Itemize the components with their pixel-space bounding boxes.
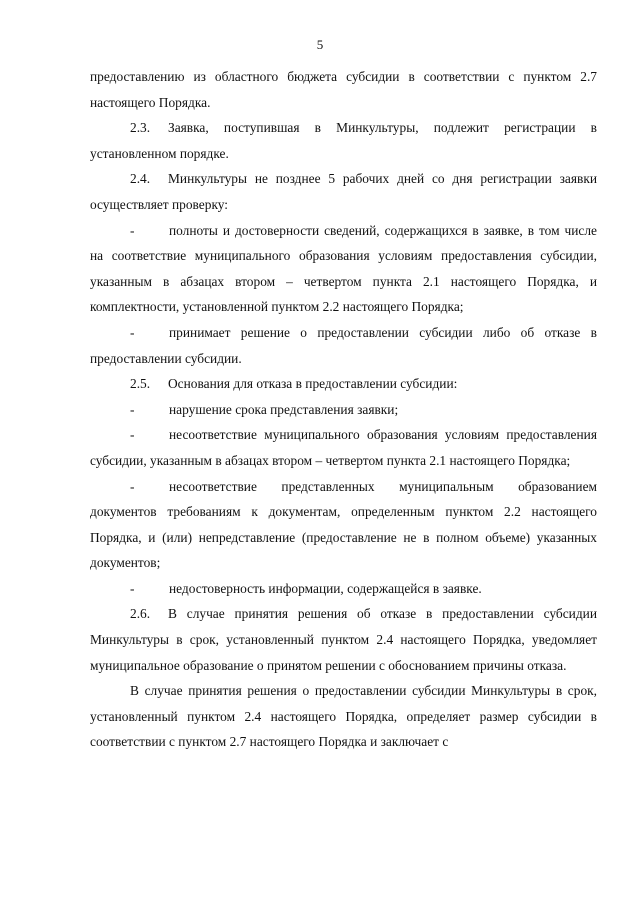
page-number: 5 xyxy=(316,37,324,52)
paragraph-continuation xyxy=(90,64,597,115)
paragraph-text: предоставлению из областного бюджета субсидии в соответствии с пунктом 2.7 настоящего Порядка. xyxy=(90,69,597,110)
list-item xyxy=(90,422,597,473)
section-number: 2.3. xyxy=(130,120,151,136)
section-number: 2.5. xyxy=(130,376,151,392)
paragraph-text: принимает решение о предоставлении субсидии либо об отказе в предоставлении субсидии. xyxy=(90,324,597,366)
paragraph-text: В случае принятия решения об отказе в предоставлении субсидии Минкультуры в срок, установленный пунктом 2.4 настоящего Порядка, уведомляет муниципальное образование о принятом решении с обоснованием причины отказа. xyxy=(90,606,597,673)
paragraph-text: недостоверность информации, содержащейся в заявке. xyxy=(169,580,482,596)
dash-marker: - xyxy=(130,580,135,596)
paragraph-text: несоответствие муниципального образования условиям предоставления субсидии, указанным в абзацах втором – четвертом пункта 2.1 настоящего Порядка; xyxy=(90,427,597,468)
list-item xyxy=(90,397,597,423)
section-number: 2.6. xyxy=(130,606,151,622)
paragraph-text: В случае принятия решения о предоставлении субсидии Минкультуры в срок, установленный пунктом 2.4 настоящего Порядка, определяет размер субсидии в соответствии с пунктом 2.7 настоящего Порядка и заключает с xyxy=(90,683,597,750)
paragraph-indented xyxy=(90,678,597,755)
paragraph-2-3 xyxy=(90,115,597,166)
dash-marker: - xyxy=(130,427,135,443)
list-item xyxy=(90,474,597,576)
dash-marker: - xyxy=(130,222,135,238)
paragraph-2-4 xyxy=(90,166,597,217)
paragraph-2-6 xyxy=(90,601,597,678)
paragraph-text: Основания для отказа в предоставлении субсидии: xyxy=(168,376,458,392)
dash-marker: - xyxy=(130,401,135,417)
paragraph-text: полноты и достоверности сведений, содержащихся в заявке, в том числе на соответствие муниципального образования условиям предоставления субсидии, указанным в абзацах втором – четвертом пункта 2.1 настоящего Порядка, и комплектности, установленной пунктом 2.2 настоящего Порядка; xyxy=(90,222,597,315)
paragraph-text: нарушение срока представления заявки; xyxy=(169,401,399,417)
section-number: 2.4. xyxy=(130,171,151,187)
paragraph-text: Заявка, поступившая в Минкультуры, подлежит регистрации в установленном порядке. xyxy=(90,120,597,161)
paragraph-text: Минкультуры не позднее 5 рабочих дней со дня регистрации заявки осуществляет проверку: xyxy=(90,171,597,212)
dash-marker: - xyxy=(130,478,135,494)
list-item xyxy=(90,320,597,371)
dash-marker: - xyxy=(130,324,135,340)
paragraph-text: несоответствие представленных муниципальным образованием документов требованиям к документам, определенным пунктом 2.2 настоящего Порядка, и (или) непредставление (предоставление не в полном объеме) указанных документов; xyxy=(90,478,597,571)
list-item xyxy=(90,218,597,320)
document-body xyxy=(90,64,597,755)
paragraph-2-5 xyxy=(90,371,597,397)
list-item xyxy=(90,576,597,602)
